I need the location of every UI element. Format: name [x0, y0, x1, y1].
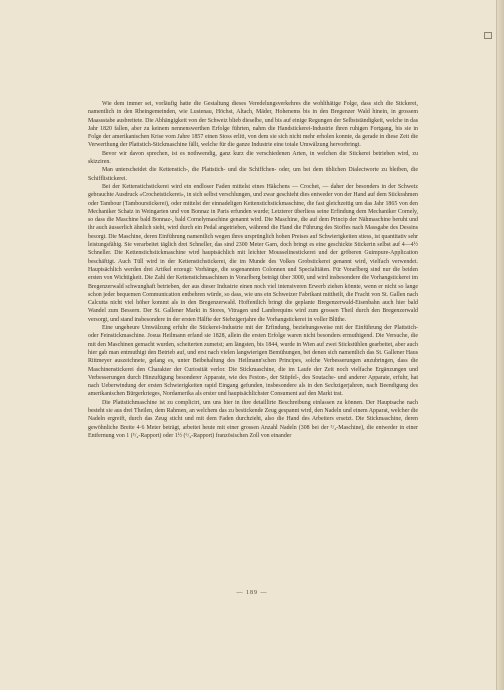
paragraph: Eine ungeheure Umwälzung erfuhr die Stickerei-Industrie mit der Erfindung, beziehungsweise mit der Einführung der Plattstich- oder Feinstickmaschine. Josua Heilmann erfand sie 1828, allein die ersten Erfolge waren nicht besonders ermuthigend. Die Versuche, die mit den Maschinen gemacht wurden, scheiterten zumeist; am längsten, bis 1844, wurde in Wien auf zwei Stickstühlen gearbeitet, aber auch hier gab man entmuthigt den Betrieb auf, und erst nach vielen langwierigen Bemühungen, bei denen sich namentlich das St. Gallener Haus Rittmeyer auszeichnete, gelang es, unter Beibehaltung des Heilmann'schen Principes, solche Verbesserungen anzubringen, dass die Maschinenstickerei den Charakter der Curiosität verlor. Die Stickmaschine, die im Laufe der Zeit noch vielfache Ergänzungen und Verbesserungen durch Hinzufügung besonderer Apparate, wie des Feston-, der Stüpfel-, des Soutache- und anderer Apparate, erfuhr, hat nach Ueberwindung der ersten Schwierigkeiten rapid Eingang gefunden, insbesondere als in den Sechzigerjahren, nach Beendigung des amerikanischen Bürgerkrieges, Nordamerika als erster und hauptsächlichster Consument auf den Markt trat. — [88, 325, 418, 398]
paragraph: Bevor wir davon sprechen, ist es nothwendig, ganz kurz die verschiedenen Arten, in welchen die Stickerei betrieben wird, zu skizziren. — [88, 150, 418, 166]
page-edge — [496, 0, 504, 690]
body-text — [88, 100, 418, 440]
paragraph: Die Plattstichmaschine ist zu complicirt, um uns hier in ihre detaillirte Beschreibung einlassen zu können. Der Hauptsache nach besteht sie aus drei Theilen, dem Rahmen, an welchem das zu bestickende Zeug gespannt wird, den Nadeln und einem Apparat, welcher die Nadeln ergreift, durch das Zeug sticht und mit dem Faden durchzieht, also die Hand des Arbeiters ersetzt. Die Stickmaschine, deren gewöhnliche Breite 4·6 Meter beträgt, arbeitet heute mit einer grossen Anzahl Nadeln (308 bei der ⁵/₄-Maschine), die entweder in einer Entfernung von 1 (⁵/₄-Rapport) oder 1½ (⁶/₄-Rapport) französischen Zoll von einander — [88, 399, 418, 439]
paragraph: Wie dem immer sei, vorläufig hatte die Gestaltung dieses Veredelungsverkehres die wohlthätige Folge, dass sich die Stickerei, namentlich in den Rheingemeinden, wie Lustenau, Höchst, Altach, Mäder, Hohenems bis in den Bregenzer Wald hinein, in grossem Maassstabe ausbreitete. Die Abhängigkeit von der Schweiz blieb dieselbe, und bis auf einige Regungen der Selbstständigkeit, welche in das Jahr 1820 fallen, aber zu keinem nennenswerthen Erfolge führten, nahm die Handstickerei-Industrie ihren ruhigen Fortgang, bis sie in Folge der amerikanischen Krise vom Jahre 1857 einen Stoss erlitt, von dem sie sich nicht mehr erholen konnte, da gerade in diese Zeit die Verwerthung der Plattstich-Stickmaschine fällt, welche für die ganze Industrie eine totale Umwälzung hervorbringt. — [88, 101, 418, 149]
page-number: — 189 — — [236, 590, 268, 596]
paragraph: Bei der Kettenstichstickerei wird ein endloser Faden mittelst eines Häkchens — Crochet, — daher der besonders in der Schweiz gebrauchte Ausdruck «Crochetstickerei», in sich selbst verschlungen, und zwar geschieht dies entweder von der Hand auf dem Stickrahmen oder Tambour (Tambourstickerei), oder mittelst der einnadeligen Kettenstichstickmaschine, die fast gleichzeitig um das Jahr 1865 von den Mechaniker Schatz in Weingarten und von Bonnaz in Paris erfunden wurde; Letzterer überliess seine Erfindung dem Mechaniker Cornely, so dass die Maschine bald Bonnaz-, bald Cornelymaschine genannt wird. Die Maschine, die auf dem Princip der Nähmaschine beruht und ihr auch äusserlich ähnlich sieht, wird durch ein Pedal angetrieben, während die Hand die Führung des Stoffes nach Massgabe des Dessins besorgt. Die Maschine, deren Einführung namentlich wegen ihres ursprünglich hohen Preises auf Schwierigkeiten stiess, ist quantitativ sehr leistungsfähig. Sie verarbeitet täglich drei Schneller, das sind 2300 Meter Garn, doch bringt es eine geschickte Stickerin selbst auf 4—4½ Schneller. Die Kettenstichstickmaschine wird hauptsächlich mit leichter Mousselinestickerei und der gröberen Guimpure-Application beschäftigt. Auch Tüll wird in der Kettenstichstickerei, die im Munde des Volkes Grobstickerei genannt wird, vielfach verwendet. Hauptsächlich werden drei Artikel erzeugt: Vorhänge, die sogenannten Colonnen und Specialitäten. Für Vorarlberg sind nur die beiden ersten von Wichtigkeit. Die Zahl der Kettenstichmaschinen in Vorarlberg beträgt über 3000, und wird insbesondere die Vorhangstickerei im Bregenzerwald schwunghaft betrieben, der aus dieser Industrie einen noch viel intensiveren Erwerb ziehen könnte, wenn er nicht so lange schon jeder bequemen Communication entbehren würde, so dass, wie uns ein Schweizer Fabrikant mittheilt, die Fracht von St. Gallen nach Calcutta nicht viel höher kommt als in den Bregenzerwald. Hoffentlich bringt die geplante Bregenzerwald-Eisenbahn auch hier bald Wandel zum Bessern. Der St. Gallener Markt in Stores, Vitragen und Lambrequins wird zum grossen Theil durch den Bregenzerwald versorgt, und stand insbesondere in der ersten Hälfte der Siebzigerjahre die Vorhangstickerei in voller Blüthe. — [88, 183, 418, 323]
paragraph: Man unterscheidet die Kettenstich-, die Plattstich- und die Schiffchen- oder, um bei dem üblichen Dialectworte zu bleiben, die Schifflistickerei. — [88, 167, 418, 182]
corner-marker-icon — [484, 32, 492, 39]
